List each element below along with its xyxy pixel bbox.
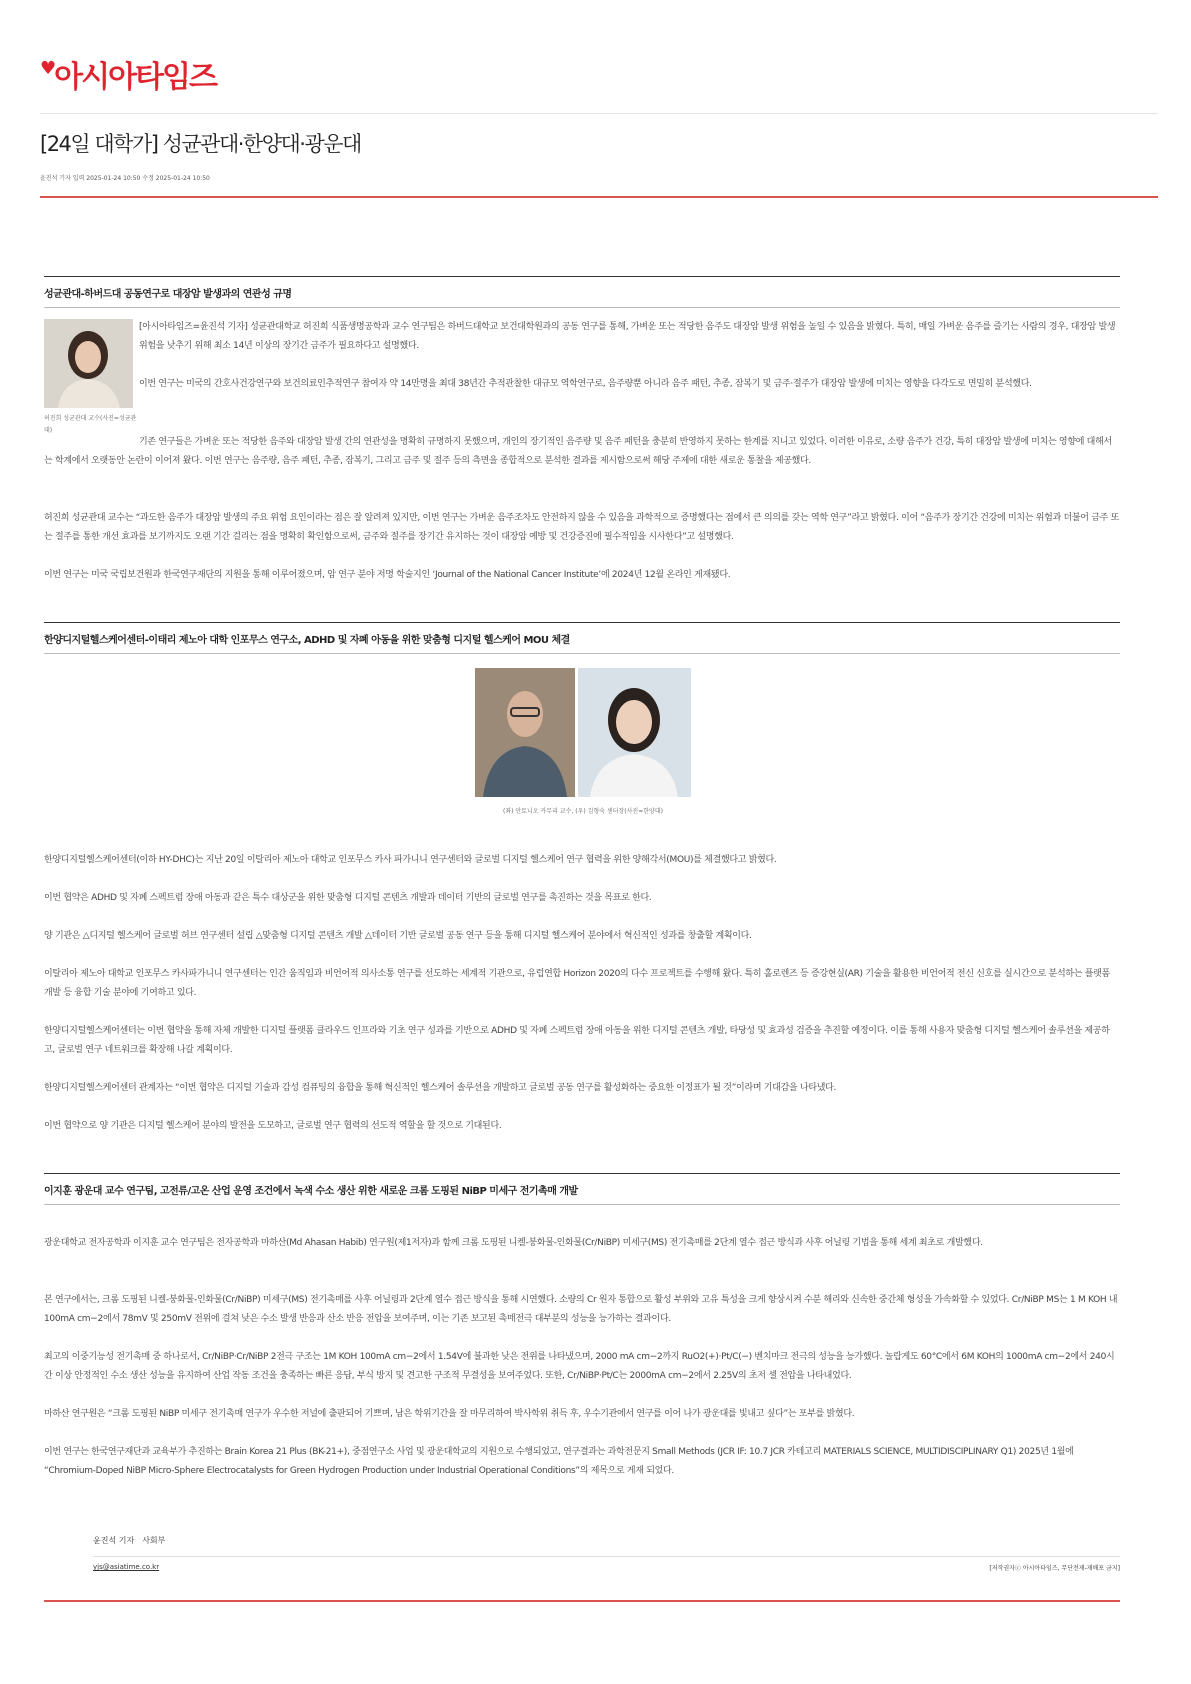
paragraph: 한양디지털헬스케어센터는 이번 협약을 통해 자체 개발한 디지털 플랫폼 클라우드 인프라와 기초 연구 성과를 기반으로 ADHD 및 자폐 스펙트럼 장애 아동을 위한 디지털 콘텐츠 개발, 타당성 및 효과성 검증을 추진할 예정이다. 이를 통해 사용자 맞춤형 디지털 헬스케어 솔루션을 제공하고, 글로벌 연구 네트워크를 확장해 나갈 계획이다. xyxy=(44,1026,1110,1055)
photo-heo-jinhee xyxy=(44,319,133,408)
paragraph: [아시아타임즈=윤진석 기자] 성균관대학교 허진희 식품생명공학과 교수 연구팀은 하버드대학교 보건대학원과의 공동 연구를 통해, 가벼운 또는 적당한 음주도 대장암 발생 위험을 높일 수 있음을 밝혔다. 특히, 매일 가벼운 음주를 즐기는 사람의 경우, 대장암 발생 위험을 낮추기 위해 최소 14년 이상의 장기간 금주가 필요하다고 설명했다. xyxy=(139,322,1116,351)
paragraph: 허진희 성균관대 교수는 “과도한 음주가 대장암 발생의 주요 위험 요인이라는 점은 잘 알려져 있지만, 이번 연구는 가벼운 음주조차도 안전하지 않을 수 있음을 과학적으로 증명했다는 점에서 큰 의의를 갖는 역학 연구”라고 밝혔다. 이어 “음주가 장기간 건강에 미치는 위험과 더불어 금주 또는 절주를 통한 개선 효과를 보기까지도 오랜 기간 걸리는 점을 명확히 확인함으로써, 금주와 절주를 장기간 유지하는 것이 대장암 예방 및 건강증진에 필수적임을 시사한다”고 설명했다. xyxy=(44,513,1120,542)
footer-rule xyxy=(44,1600,1120,1602)
reporter-department: 사회부 xyxy=(142,1536,166,1545)
paragraph: 최고의 이중기능성 전기촉매 중 하나로서, Cr/NiBP·Cr/NiBP 2전극 구조는 1M KOH 100mA cm−2에서 1.54V에 불과한 낮은 전위를 나타냈으며, 2000 mA cm−2까지 RuO2(+)·Pt/C(−) 벤치마크 전극의 성능을 능가했다. 놀랍게도 60°C에서 6M KOH의 1000mA cm−2에서 240시간 이상 안정적인 수소 생산 성능을 유지하여 산업 작동 조건을 충족하는 빠른 응답, 부식 방지 및 견고한 구조적 무결성을 보여주었다. 또한, Cr/NiBP·Pt/C는 2000mA cm−2에서 2.25V의 초저 셀 전압을 나타내었다. xyxy=(44,1352,1115,1381)
section-heading-kwangwoon xyxy=(44,1173,1120,1205)
paragraph: 이번 협약으로 양 기관은 디지털 헬스케어 분야의 발전을 도모하고, 글로벌 연구 협력의 선도적 역할을 할 것으로 기대된다. xyxy=(44,1121,502,1131)
paragraph: 한양디지털헬스케어센터 관계자는 “이번 협약은 디지털 기술과 감성 컴퓨팅의 융합을 통해 혁신적인 헬스케어 솔루션을 개발하고 글로벌 공동 연구를 활성화하는 중요한 이정표가 될 것”이라며 기대감을 나타냈다. xyxy=(44,1083,837,1093)
title-rule xyxy=(40,196,1158,198)
paragraph: 이번 연구는 미국의 간호사건강연구와 보건의료인추적연구 참여자 약 14만명을 최대 38년간 추적관찰한 대규모 역학연구로, 음주량뿐 아니라 음주 패턴, 추종, 잠복기 및 금주·절주가 대장암 발생에 미치는 영향을 다각도로 면밀히 분석했다. xyxy=(139,379,1032,389)
paragraph: 양 기관은 △디지털 헬스케어 글로벌 허브 연구센터 설립 △맞춤형 디지털 콘텐츠 개발 △데이터 기반 글로벌 공동 연구 등을 통해 디지털 헬스케어 분야에서 혁신적인 성과를 창출할 계획이다. xyxy=(44,931,752,941)
section-heading-text: 한양디지털헬스케어센터-이태리 제노아 대학 인포무스 연구소, ADHD 및 자폐 아동을 위한 맞춤형 디지털 헬스케어 MOU 체결 xyxy=(44,634,570,646)
heart-icon: ♥ xyxy=(40,58,57,79)
paragraph: 광운대학교 전자공학과 이지훈 교수 연구팀은 전자공학과 마하산(Md Ahasan Habib) 연구원(제1저자)과 함께 크롬 도핑된 니켈-붕화물-인화물(Cr/NiBP) 미세구(MS) 전기촉매를 2단계 열수 접근 방식과 사후 어닐링 기법을 통해 세계 최초로 개발했다. xyxy=(44,1238,983,1248)
section-heading-skku xyxy=(44,276,1120,308)
paragraph: 이번 연구는 미국 국립보건원과 한국연구재단의 지원을 통해 이루어졌으며, 암 연구 분야 저명 학술지인 ‘Journal of the National Cancer Institute’에 2024년 12월 온라인 게재됐다. xyxy=(44,570,731,580)
header-divider xyxy=(40,113,1158,114)
photo-antonio-camurri xyxy=(475,668,575,797)
paragraph: 이번 협약은 ADHD 및 자폐 스펙트럼 장애 아동과 같은 특수 대상군을 위한 맞춤형 디지털 콘텐츠 개발과 데이터 기반의 글로벌 연구를 촉진하는 것을 목표로 한다. xyxy=(44,893,652,903)
logo-text: 아시아타임즈 xyxy=(54,60,217,95)
paragraph: 마하산 연구원은 “크롬 도핑된 NiBP 미세구 전기촉매 연구가 우수한 저널에 출판되어 기쁘며, 남은 학위기간을 잘 마무리하여 박사학위 취득 후, 우수기관에서 연구를 이어 나가 광운대를 빛내고 싶다”는 포부를 밝혔다. xyxy=(44,1409,855,1419)
paragraph: 이탈리아 제노아 대학교 인포무스 카사파가니니 연구센터는 인간 움직임과 비언어적 의사소통 연구를 선도하는 세계적 기관으로, 유럽연합 Horizon 2020의 다수 프로젝트를 수행해 왔다. 특히 홀로렌즈 등 증강현실(AR) 기술을 활용한 비언어적 전신 신호를 실시간으로 분석하는 플랫폼 개발 등 융합 기술 분야에 기여하고 있다. xyxy=(44,969,1110,998)
paragraph: 기존 연구들은 가벼운 또는 적당한 음주와 대장암 발생 간의 연관성을 명확히 규명하지 못했으며, 개인의 장기적인 음주량 및 음주 패턴을 충분히 반영하지 못하는 한계를 지니고 있었다. 이러한 이유로, 소량 음주가 건강, 특히 대장암 발생에 미치는 영향에 대해서는 학계에서 오랫동안 논란이 이어져 왔다. 이번 연구는 음주량, 음주 패턴, 추종, 잠복기, 그리고 금주 및 절주 등의 측면을 종합적으로 분석한 결과를 제시함으로써 해당 주제에 대한 새로운 통찰을 제공했다. xyxy=(44,437,1112,466)
site-logo[interactable] xyxy=(40,58,216,104)
copyright-notice: [저작권자ⓒ 아시아타임즈, 무단전재-재배포 금지] xyxy=(989,1565,1120,1572)
footer-divider xyxy=(93,1556,1120,1557)
reporter-byline xyxy=(93,1535,165,1546)
section-heading-text: 이지훈 광운대 교수 연구팀, 고전류/고온 산업 운영 조건에서 녹색 수소 생산 위한 새로운 크롬 도핑된 NiBP 미세구 전기촉매 개발 xyxy=(44,1185,578,1197)
photo-kim-hyungsook xyxy=(578,668,691,797)
paragraph: 한양디지털헬스케어센터(이하 HY-DHC)는 지난 20일 이탈리아 제노아 대학교 인포무스 카사 파가니니 연구센터와 글로벌 디지털 헬스케어 연구 협력을 위한 양해각서(MOU)를 체결했다고 밝혔다. xyxy=(44,855,777,865)
section-heading-hanyang xyxy=(44,622,1120,654)
photo-caption: (좌) 안토니오 카무리 교수, (우) 김형숙 센터장(사진=한양대) xyxy=(503,808,663,815)
photo-caption: 허진희 성균관대 교수(사진=성균관대) xyxy=(44,415,137,434)
paragraph: 본 연구에서는, 크롬 도핑된 니켈-붕화물-인화물(Cr/NiBP) 미세구(MS) 전기촉매를 사후 어닐링과 2단계 열수 접근 방식을 통해 시연했다. 소량의 Cr 원자 통합으로 활성 부위와 고유 특성을 크게 향상시켜 수분 해리와 신속한 중간체 형성을 가속화할 수 있었다. Cr/NiBP MS는 1 M KOH 내 100mA cm−2에서 78mV 및 250mV 전위에 걸쳐 낮은 수소 발생 반응과 산소 반응 전압을 보여주며, 이는 기존 보고된 촉매전극 대부분의 성능을 능가하는 결과이다. xyxy=(44,1295,1118,1324)
article-title: [24일 대학가] 성균관대·한양대·광운대 xyxy=(40,132,361,156)
reporter-email-link[interactable]: yjs@asiatime.co.kr xyxy=(93,1563,160,1571)
section-heading-text: 성균관대-하버드대 공동연구로 대장암 발생과의 연관성 규명 xyxy=(44,288,292,300)
article-meta: 윤진석 기자 입력 2025-01-24 10:50 수정 2025-01-24 10:50 xyxy=(40,175,210,182)
paragraph: 이번 연구는 한국연구재단과 교육부가 추진하는 Brain Korea 21 Plus (BK-21+), 중점연구소 사업 및 광운대학교의 지원으로 수행되었고, 연구결과는 과학전문지 Small Methods (JCR IF: 10.7 JCR 카테고리 MATERIALS SCIENCE, MULTIDISCIPLINARY Q1) 2025년 1월에 “Chromium-Doped NiBP Micro-Sphere Electrocatalysts for Green Hydrogen Production under Industrial Operational Conditions”의 제목으로 게재 되었다. xyxy=(44,1447,1074,1476)
reporter-name[interactable]: 윤진석 기자 xyxy=(93,1536,135,1545)
